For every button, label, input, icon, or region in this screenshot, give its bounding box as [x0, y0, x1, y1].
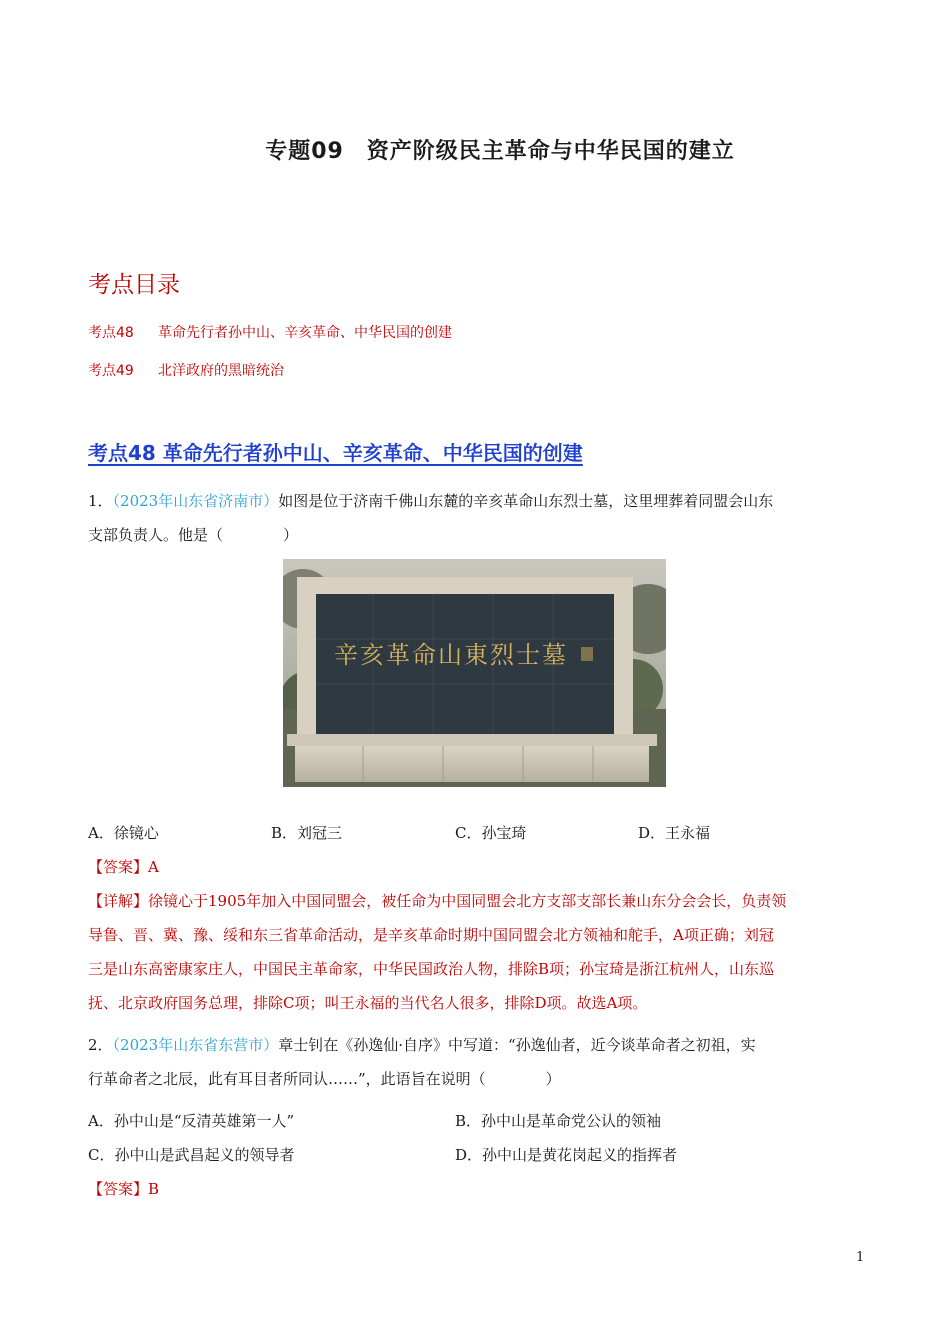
question-source: （2023年山东省济南市） — [112, 492, 279, 510]
question-2-stem — [88, 1028, 864, 1096]
question-text: 章士钊在《孙逸仙·自序》中写道：“孙逸仙者，近今谈革命者之初祖，实 — [278, 1036, 756, 1054]
option-a[interactable]: A．孙中山是“反清英雄第一人” — [88, 1112, 295, 1130]
option-b[interactable]: B．刘冠三 — [271, 824, 343, 842]
tomb-inscription: 辛亥革命山東烈士墓 — [334, 641, 568, 669]
question-text: 支部负责人。他是（ ） — [88, 526, 299, 544]
option-d[interactable]: D．王永福 — [638, 824, 711, 842]
explanation-text: 三是山东高密康家庄人，中国民主革命家，中华民国政治人物，排除B项；孙宝琦是浙江杭州人，山东巡 — [88, 960, 775, 978]
martyrs-tomb-photo — [283, 559, 666, 787]
option-a[interactable]: A．徐镜心 — [88, 824, 159, 842]
answer-2: 【答案】B — [88, 1180, 160, 1198]
page-number: 1 — [856, 1250, 865, 1265]
toc-item[interactable] — [88, 322, 452, 342]
option-d[interactable]: D．孙中山是黄花岗起义的指挥者 — [455, 1146, 678, 1164]
question-number: 2． — [88, 1036, 113, 1054]
option-c[interactable]: C．孙中山是武昌起义的领导者 — [88, 1146, 295, 1164]
toc-item-label: 北洋政府的黑暗统治 — [158, 363, 284, 379]
page-title: 专题09 资产阶级民主革命与中华民国的建立 — [265, 139, 735, 164]
explanation-text: 徐镜心于1905年加入中国同盟会，被任命为中国同盟会北方支部支部长兼山东分会会长，负责领 — [148, 892, 787, 910]
toc-item-number: 考点48 — [88, 325, 134, 341]
question-1-stem — [88, 484, 864, 552]
option-c[interactable]: C．孙宝琦 — [455, 824, 527, 842]
toc-item[interactable] — [88, 360, 284, 380]
explanation-text: 导鲁、晋、冀、豫、绥和东三省革命活动，是辛亥革命时期中国同盟会北方领袖和舵手，A项正确；刘冠 — [88, 926, 774, 944]
question-text: 行革命者之北辰，此有耳目者所同认……”，此语旨在说明（ ） — [88, 1070, 561, 1088]
explanation-text: 抚、北京政府国务总理，排除C项；叫王永福的当代名人很多，排除D项。故选A项。 — [88, 994, 648, 1012]
toc-item-number: 考点49 — [88, 363, 134, 379]
question-number: 1． — [88, 492, 113, 510]
answer-1: 【答案】A — [88, 858, 159, 876]
toc-item-label: 革命先行者孙中山、辛亥革命、中华民国的创建 — [158, 325, 452, 341]
explanation-label: 【详解】 — [88, 892, 149, 910]
question-text: 如图是位于济南千佛山东麓的辛亥革命山东烈士墓，这里埋葬着同盟会山东 — [278, 492, 774, 510]
section-heading[interactable]: 考点48 革命先行者孙中山、辛亥革命、中华民国的创建 — [88, 441, 583, 465]
option-b[interactable]: B．孙中山是革命党公认的领袖 — [455, 1112, 662, 1130]
explanation-1 — [88, 884, 864, 1020]
toc-heading: 考点目录 — [88, 272, 180, 298]
question-source: （2023年山东省东营市） — [112, 1036, 279, 1054]
